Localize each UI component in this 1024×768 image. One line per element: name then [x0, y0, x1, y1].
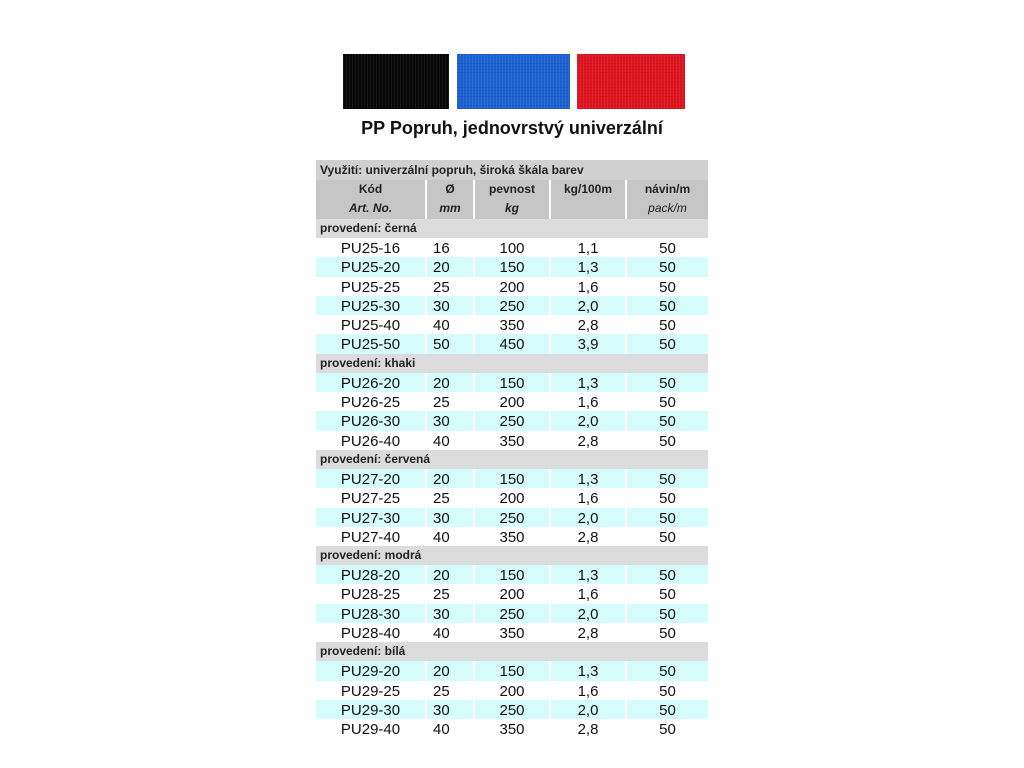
table-row — [316, 257, 708, 276]
diameter-cell: 40 — [433, 317, 450, 335]
pack-cell: 50 — [627, 565, 708, 584]
diameter-cell: 25 — [433, 394, 450, 412]
table-row — [316, 296, 708, 315]
strength-cell: 350 — [499, 528, 525, 546]
weight-cell: 1,3 — [551, 661, 625, 680]
table-row — [316, 681, 708, 700]
header-weight: kg/100m — [551, 180, 625, 219]
code-cell: PU28-30 — [316, 604, 425, 623]
table-row — [316, 469, 708, 488]
weight-cell: 1,3 — [551, 565, 625, 584]
pack-cell: 50 — [659, 625, 676, 643]
weight-cell: 3,9 — [551, 334, 625, 353]
weight-cell: 2,0 — [551, 296, 625, 315]
strength-cell: 350 — [499, 625, 525, 643]
weight-cell: 2,8 — [577, 317, 599, 335]
weight-cell: 1,3 — [551, 469, 625, 488]
table-row — [316, 277, 708, 296]
pack-cell: 50 — [659, 490, 676, 508]
strength-cell: 200 — [499, 278, 525, 296]
table-row — [316, 431, 708, 450]
pack-cell: 50 — [659, 317, 676, 335]
weight-cell: 2,8 — [577, 625, 599, 643]
strength-cell: 150 — [475, 257, 549, 276]
weight-cell: 1,6 — [577, 278, 599, 296]
strength-cell: 150 — [475, 565, 549, 584]
strength-cell: 250 — [475, 700, 549, 719]
strength-cell: 200 — [499, 586, 525, 604]
table-row — [316, 373, 708, 392]
table-row — [316, 661, 708, 680]
code-cell: PU29-20 — [316, 661, 425, 680]
code-cell: PU29-25 — [340, 682, 401, 700]
code-cell: PU25-25 — [340, 278, 401, 296]
pack-cell: 50 — [659, 586, 676, 604]
strength-cell: 350 — [499, 432, 525, 450]
table-row — [316, 392, 708, 411]
table-row — [316, 700, 708, 719]
color-swatches — [343, 54, 685, 109]
code-cell: PU25-30 — [316, 296, 425, 315]
weight-cell: 2,0 — [551, 604, 625, 623]
code-cell: PU27-20 — [316, 469, 425, 488]
pack-cell: 50 — [659, 432, 676, 450]
weight-cell: 2,0 — [551, 700, 625, 719]
diameter-cell: 40 — [433, 528, 450, 546]
strength-cell: 150 — [475, 373, 549, 392]
strength-cell: 150 — [475, 661, 549, 680]
pack-cell: 50 — [627, 469, 708, 488]
strength-cell: 250 — [475, 508, 549, 527]
weight-cell: 2,0 — [551, 411, 625, 430]
strength-cell: 150 — [475, 469, 549, 488]
weight-cell: 1,6 — [577, 586, 599, 604]
diameter-cell: 20 — [427, 257, 473, 276]
diameter-cell: 30 — [427, 411, 473, 430]
diameter-cell: 25 — [433, 490, 450, 508]
pack-cell: 50 — [659, 721, 676, 739]
diameter-cell: 40 — [433, 625, 450, 643]
red-strap-swatch — [577, 54, 685, 109]
weight-cell: 2,8 — [577, 432, 599, 450]
table-body — [316, 219, 708, 739]
weight-cell: 1,3 — [551, 257, 625, 276]
pack-cell: 50 — [659, 278, 676, 296]
header-strength: pevnost kg — [475, 180, 549, 219]
diameter-cell: 20 — [427, 661, 473, 680]
weight-cell: 1,3 — [551, 373, 625, 392]
code-cell: PU25-20 — [316, 257, 425, 276]
section-header: provedení: červená — [316, 450, 708, 469]
weight-cell: 1,6 — [577, 682, 599, 700]
section-header: provedení: černá — [316, 219, 708, 238]
weight-cell: 1,6 — [577, 394, 599, 412]
table-row — [316, 719, 708, 738]
weight-cell: 2,8 — [577, 721, 599, 739]
blue-strap-swatch — [457, 54, 570, 109]
pack-cell: 50 — [627, 604, 708, 623]
diameter-cell: 40 — [433, 432, 450, 450]
code-cell: PU28-20 — [316, 565, 425, 584]
code-cell: PU29-40 — [340, 721, 401, 739]
diameter-cell: 20 — [427, 469, 473, 488]
table-row — [316, 334, 708, 353]
weight-cell: 2,0 — [551, 508, 625, 527]
code-cell: PU27-40 — [340, 528, 401, 546]
table-row — [316, 488, 708, 507]
table-row — [316, 315, 708, 334]
code-cell: PU25-16 — [340, 240, 401, 257]
weight-cell: 1,6 — [577, 490, 599, 508]
pack-cell: 50 — [627, 373, 708, 392]
pack-cell: 50 — [627, 661, 708, 680]
diameter-cell: 40 — [433, 721, 450, 739]
code-cell: PU26-25 — [340, 394, 401, 412]
pack-cell: 50 — [659, 682, 676, 700]
section-header: provedení: bílá — [316, 642, 708, 661]
diameter-cell: 20 — [427, 373, 473, 392]
header-diameter: Ø mm — [427, 180, 473, 219]
code-cell: PU27-30 — [316, 508, 425, 527]
strength-cell: 250 — [475, 296, 549, 315]
table-row — [316, 584, 708, 603]
header-code: Kód Art. No. — [316, 180, 425, 219]
pack-cell: 50 — [627, 700, 708, 719]
strength-cell: 250 — [475, 604, 549, 623]
pack-cell: 50 — [659, 240, 676, 257]
diameter-cell: 30 — [427, 700, 473, 719]
weight-cell: 2,8 — [577, 528, 599, 546]
strength-cell: 200 — [499, 682, 525, 700]
strength-cell: 450 — [475, 334, 549, 353]
strength-cell: 200 — [499, 394, 525, 412]
table-row — [316, 623, 708, 642]
table-row — [316, 527, 708, 546]
section-header: provedení: modrá — [316, 546, 708, 565]
diameter-cell: 30 — [427, 604, 473, 623]
pack-cell: 50 — [659, 394, 676, 412]
table-row — [316, 411, 708, 430]
diameter-cell: 50 — [427, 334, 473, 353]
diameter-cell: 16 — [433, 240, 450, 257]
pack-cell: 50 — [627, 296, 708, 315]
code-cell: PU26-30 — [316, 411, 425, 430]
diameter-cell: 20 — [427, 565, 473, 584]
strength-cell: 250 — [475, 411, 549, 430]
code-cell: PU27-25 — [340, 490, 401, 508]
diameter-cell: 25 — [433, 586, 450, 604]
pack-cell: 50 — [659, 528, 676, 546]
pack-cell: 50 — [627, 508, 708, 527]
diameter-cell: 25 — [433, 278, 450, 296]
code-cell: PU26-20 — [316, 373, 425, 392]
diameter-cell: 30 — [427, 296, 473, 315]
strength-cell: 350 — [499, 721, 525, 739]
table-row — [316, 238, 708, 257]
code-cell: PU29-30 — [316, 700, 425, 719]
pack-cell: 50 — [627, 257, 708, 276]
pack-cell: 50 — [627, 334, 708, 353]
pack-cell: 50 — [627, 411, 708, 430]
strength-cell: 350 — [499, 317, 525, 335]
usage-row: Využití: univerzální popruh, široká škála barev — [316, 160, 708, 180]
header-pack: návin/m pack/m — [627, 180, 708, 219]
diameter-cell: 30 — [427, 508, 473, 527]
code-cell: PU25-50 — [316, 334, 425, 353]
strength-cell: 100 — [499, 240, 525, 257]
weight-cell: 1,1 — [577, 240, 599, 257]
strength-cell: 200 — [499, 490, 525, 508]
table-row — [316, 565, 708, 584]
product-table — [316, 160, 708, 739]
table-row — [316, 604, 708, 623]
black-strap-swatch — [343, 54, 449, 109]
header-row — [316, 180, 708, 219]
product-title: PP Popruh, jednovrstvý univerzální — [361, 118, 663, 138]
code-cell: PU25-40 — [340, 317, 401, 335]
code-cell: PU26-40 — [340, 432, 401, 450]
code-cell: PU28-40 — [340, 625, 401, 643]
table-row — [316, 508, 708, 527]
section-header: provedení: khaki — [316, 354, 708, 373]
diameter-cell: 25 — [433, 682, 450, 700]
code-cell: PU28-25 — [340, 586, 401, 604]
